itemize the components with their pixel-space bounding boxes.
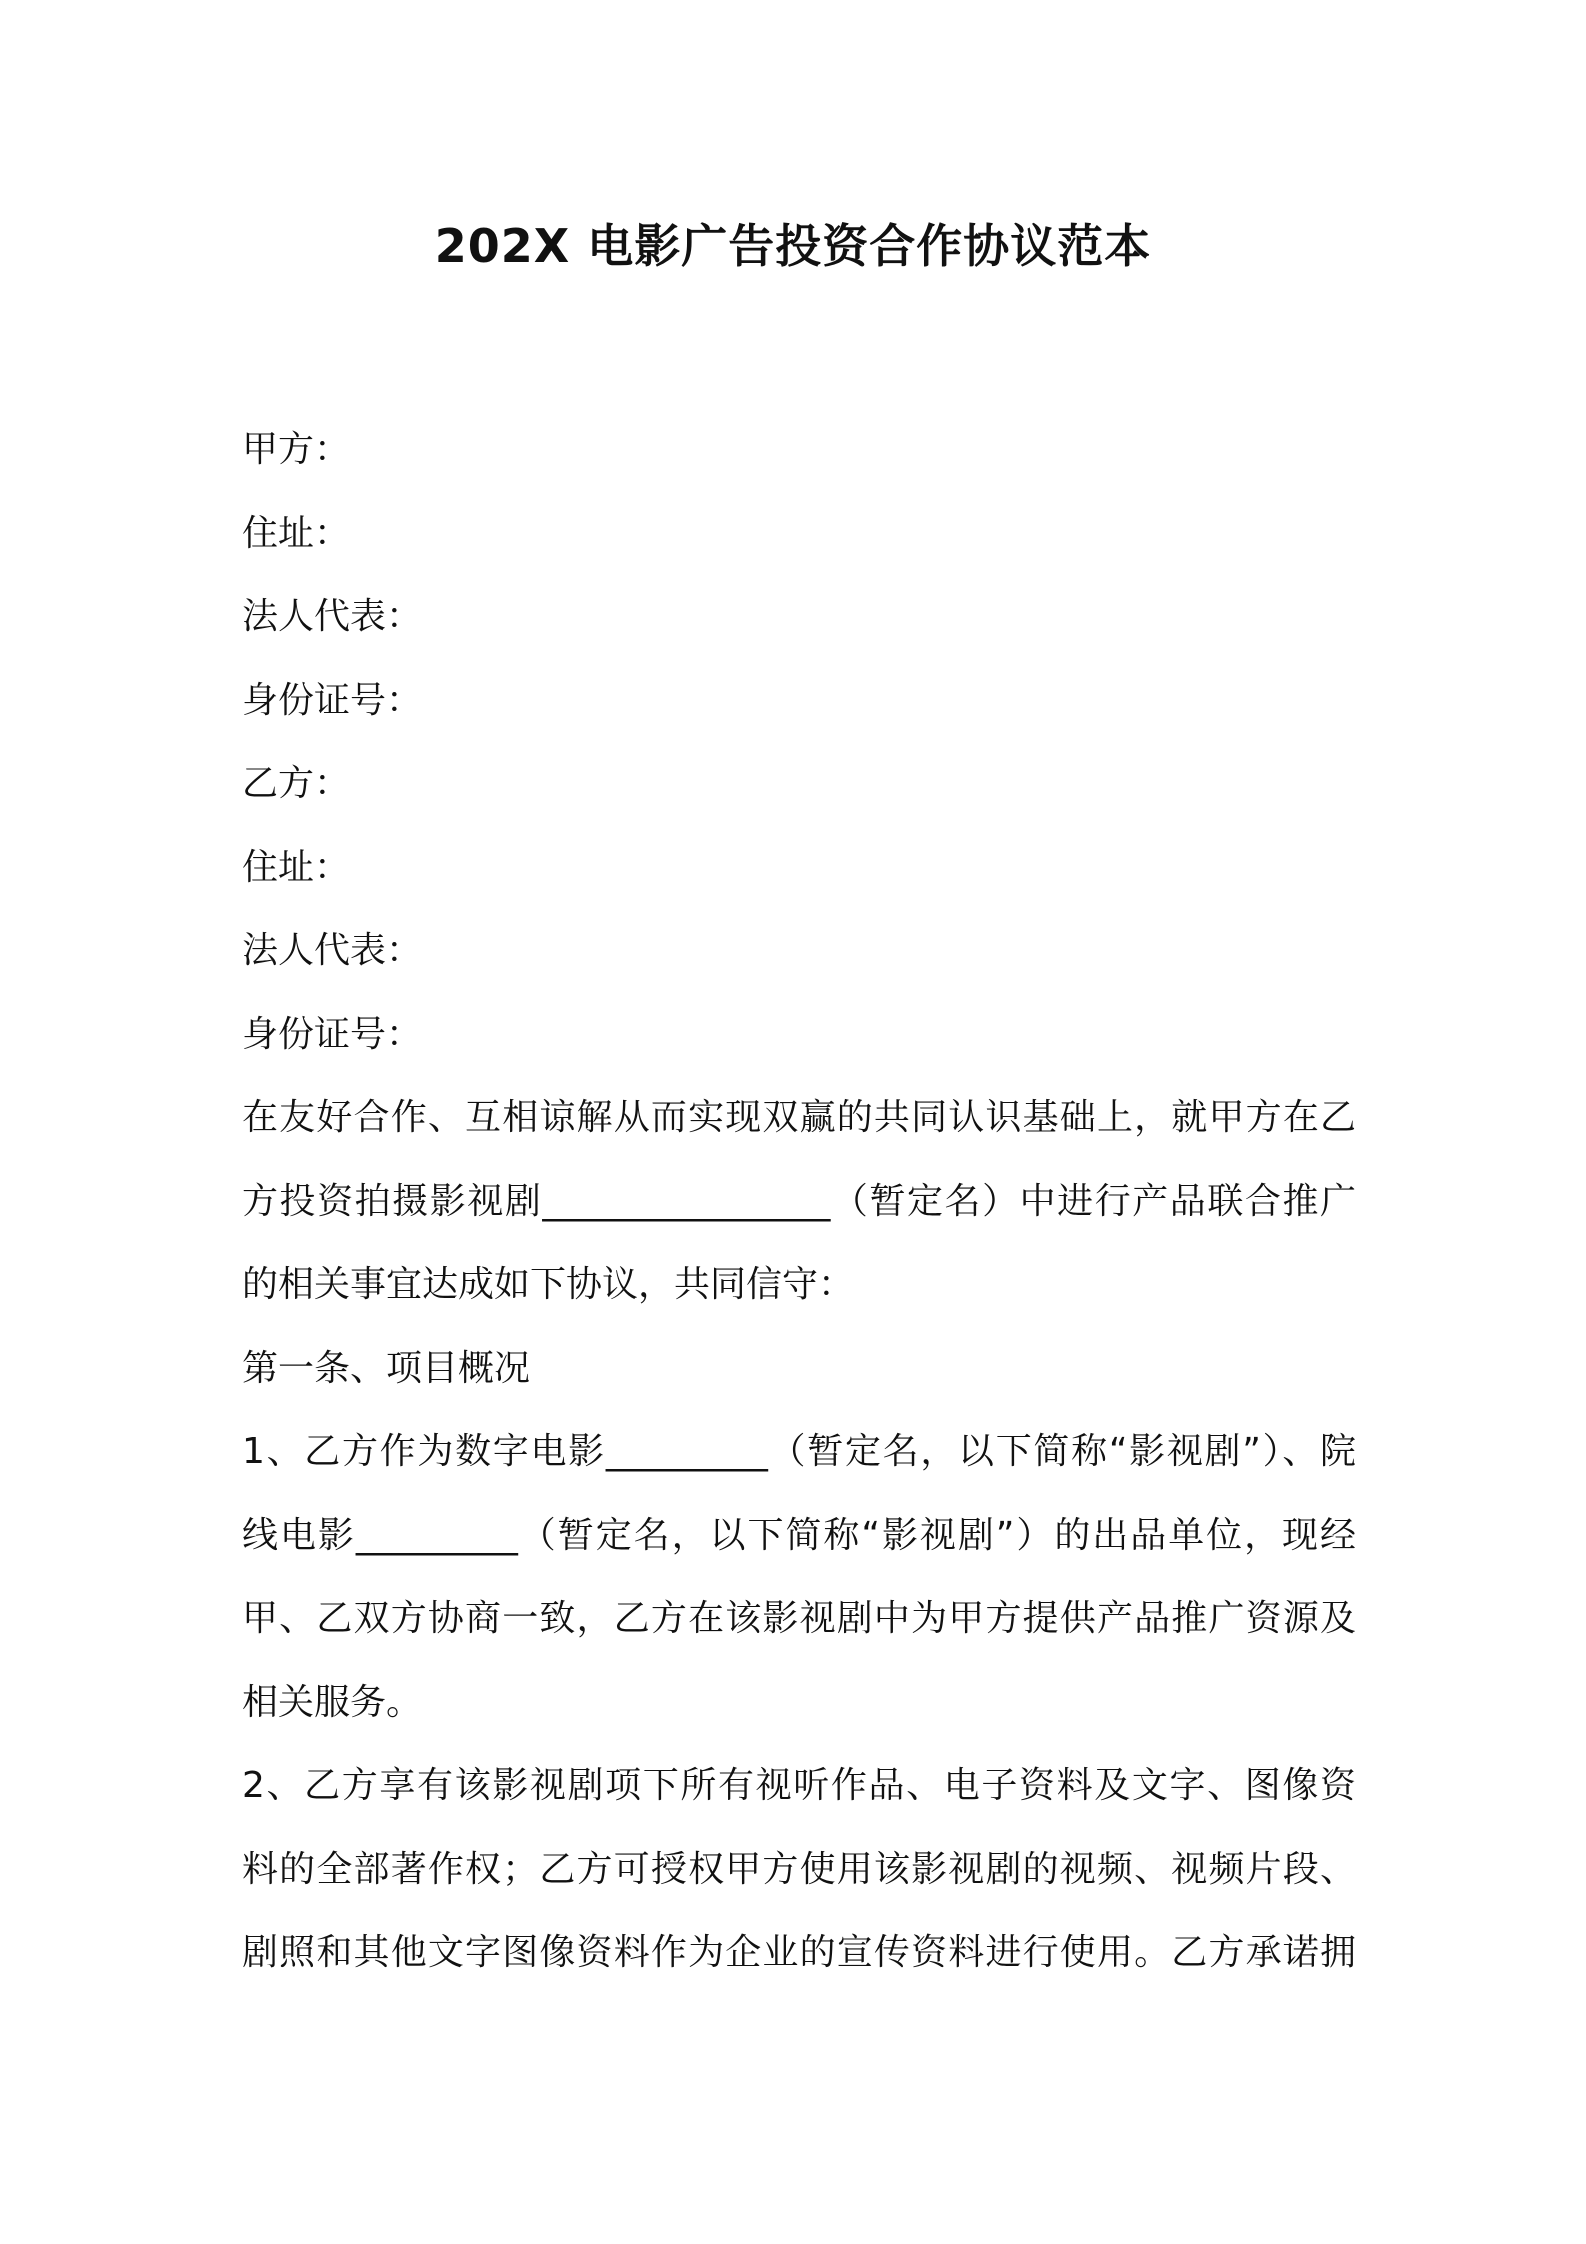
party-b-label: 乙方：	[242, 763, 351, 804]
article-one-heading: 第一条、项目概况	[242, 1347, 531, 1389]
party-a-address-label: 住址：	[242, 512, 351, 554]
party-b-id-number-label: 身份证号：	[242, 1013, 423, 1055]
clause-two-line: 料的全部著作权；乙方可授权甲方使用该影视剧的视频、视频片段、	[242, 1848, 1356, 1890]
clause-one-line: 1、乙方作为数字电影_________（暂定名，以下简称“影视剧”）、院	[242, 1431, 1356, 1472]
preamble-line: 在友好合作、互相谅解从而实现双赢的共同认识基础上，就甲方在乙	[242, 1097, 1356, 1138]
clause-one-line: 线电影_________（暂定名，以下简称“影视剧”）的出品单位，现经	[242, 1514, 1356, 1556]
party-a-id-number-label: 身份证号：	[242, 679, 423, 721]
clause-two-line: 剧照和其他文字图像资料作为企业的宣传资料进行使用。乙方承诺拥	[242, 1932, 1356, 1973]
document-title: 202X 电影广告投资合作协议范本	[434, 219, 1152, 273]
party-b-legal-rep-label: 法人代表：	[242, 930, 423, 971]
clause-one-line: 甲、乙双方协商一致，乙方在该影视剧中为甲方提供产品推广资源及	[242, 1598, 1356, 1639]
party-a-legal-rep-label: 法人代表：	[242, 596, 423, 637]
clause-two-line: 2、乙方享有该影视剧项下所有视听作品、电子资料及文字、图像资	[242, 1765, 1356, 1806]
preamble-line: 的相关事宜达成如下协议，共同信守：	[242, 1264, 855, 1305]
preamble-line: 方投资拍摄影视剧________________（暂定名）中进行产品联合推广	[242, 1180, 1356, 1222]
party-b-address-label: 住址：	[242, 846, 351, 888]
document-body	[242, 408, 1356, 1995]
clause-one-line: 相关服务。	[242, 1681, 423, 1723]
party-a-label: 甲方：	[242, 429, 351, 470]
